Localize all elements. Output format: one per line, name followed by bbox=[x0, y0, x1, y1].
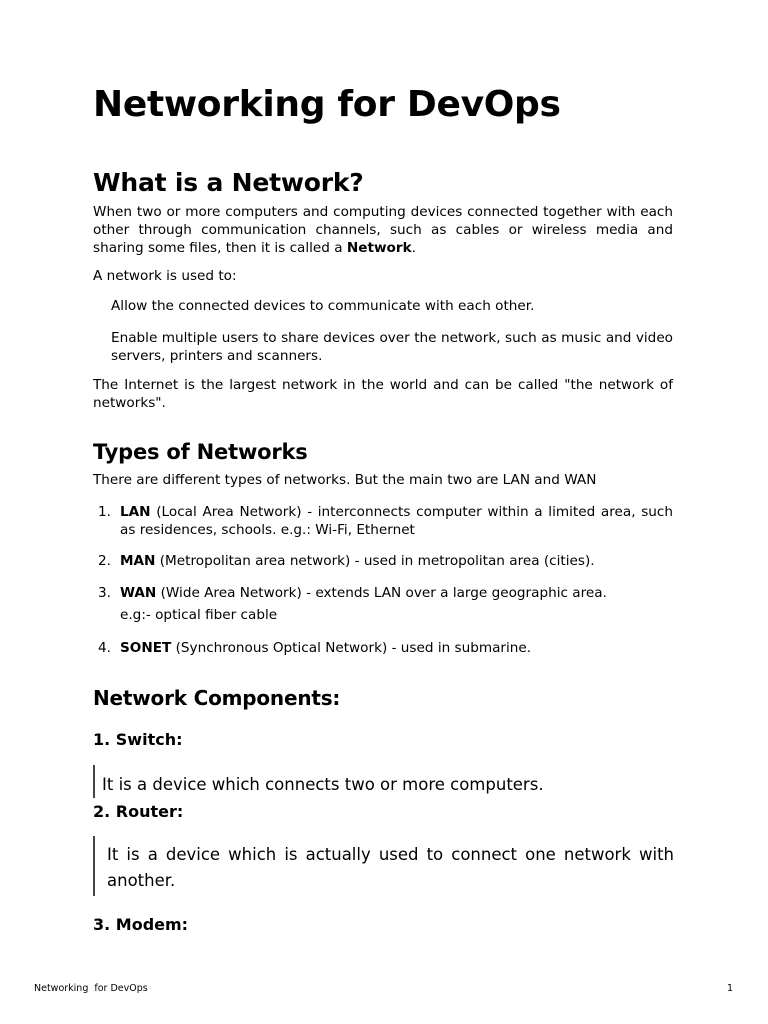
list-number: 1. bbox=[98, 504, 111, 520]
list-term: MAN bbox=[120, 553, 156, 569]
document-title: Networking for DevOps bbox=[93, 84, 561, 125]
list-desc: (Metropolitan area network) - used in metropolitan area (cities). bbox=[155, 553, 595, 569]
page-number: 1 bbox=[727, 983, 734, 994]
list-desc: (Synchronous Optical Network) - used in submarine. bbox=[171, 640, 532, 656]
internet-paragraph: The Internet is the largest network in the world and can be called "the network of networks". bbox=[93, 377, 673, 411]
definition-term: Network bbox=[346, 240, 412, 256]
section-heading-what-is-network: What is a Network? bbox=[93, 168, 364, 197]
footer-title: Networking for DevOps bbox=[34, 983, 148, 994]
list-number: 3. bbox=[98, 585, 111, 601]
list-item bbox=[93, 639, 673, 657]
list-number: 4. bbox=[98, 640, 111, 656]
component-title-switch: 1. Switch: bbox=[93, 730, 183, 749]
types-intro: There are different types of networks. But the main two are LAN and WAN bbox=[93, 472, 597, 488]
list-desc: (Local Area Network) - interconnects computer within a limited area, such as residences, schools. e.g.: Wi-Fi, Ethernet bbox=[120, 504, 673, 538]
component-title-router: 2. Router: bbox=[93, 802, 184, 821]
list-term: WAN bbox=[120, 585, 157, 601]
list-item bbox=[93, 552, 673, 570]
list-number: 2. bbox=[98, 553, 111, 569]
component-title-modem: 3. Modem: bbox=[93, 915, 189, 934]
list-item-text: Enable multiple users to share devices over the network, such as music and video servers, printers and scanners. bbox=[111, 330, 673, 364]
list-item bbox=[111, 329, 673, 365]
list-item bbox=[93, 503, 673, 539]
section-heading-types: Types of Networks bbox=[93, 440, 308, 464]
definition-end: . bbox=[411, 240, 416, 256]
list-term: SONET bbox=[120, 640, 172, 656]
network-definition-paragraph bbox=[93, 203, 673, 257]
definition-text: When two or more computers and computing devices connected together with each other through communication channels, such as cables or wireless media and sharing some files, then it is called a bbox=[93, 204, 673, 256]
component-desc-router: It is a device which is actually used to connect one network with another. bbox=[93, 836, 674, 896]
list-item bbox=[93, 584, 673, 624]
network-uses-intro: A network is used to: bbox=[93, 268, 237, 284]
list-desc: (Wide Area Network) - extends LAN over a large geographic area. bbox=[156, 585, 607, 601]
list-item: Allow the connected devices to communicate with each other. bbox=[111, 298, 535, 314]
list-extra: e.g:- optical fiber cable bbox=[120, 607, 278, 623]
section-heading-components: Network Components: bbox=[93, 686, 341, 710]
component-desc-switch: It is a device which connects two or more computers. bbox=[93, 765, 662, 798]
list-term: LAN bbox=[120, 504, 151, 520]
